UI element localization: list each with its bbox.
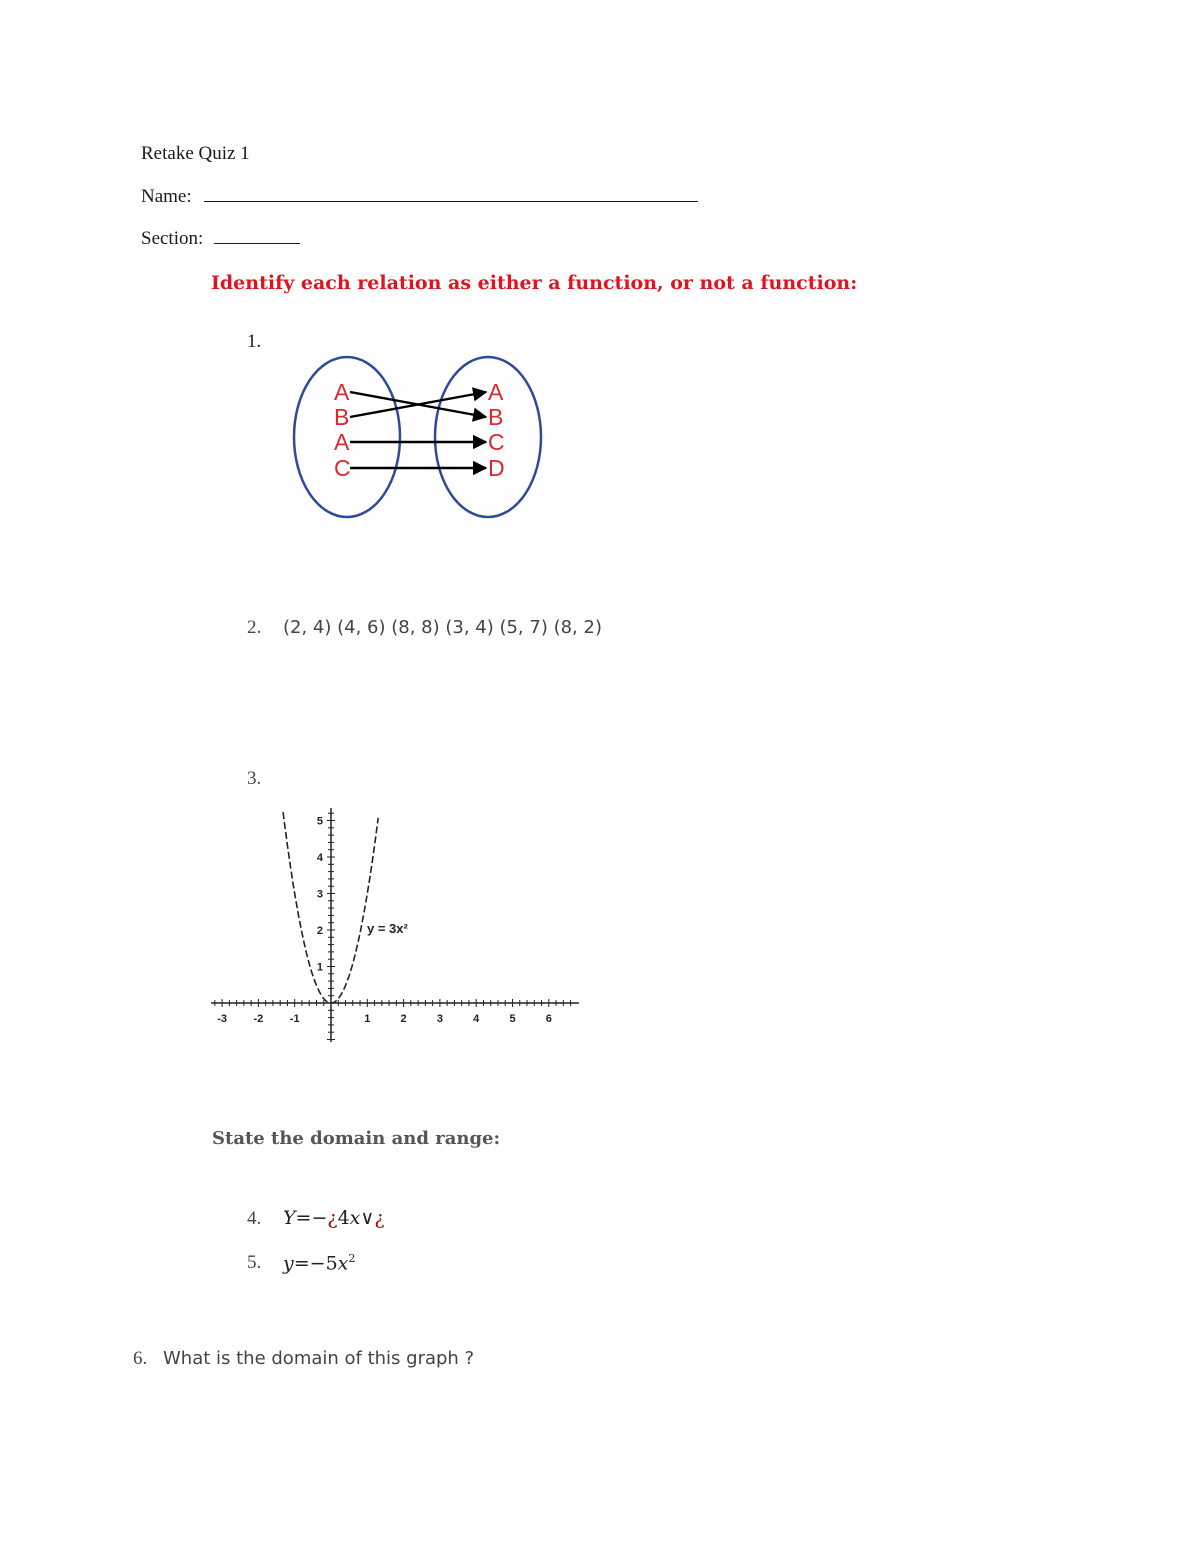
q5-var-y: y	[283, 1252, 294, 1275]
codomain-letter: B	[488, 404, 504, 430]
q5-exponent: 2	[348, 1252, 356, 1265]
instruction-domain-range: State the domain and range:	[212, 1128, 501, 1149]
x-tick-label: -2	[253, 1013, 264, 1025]
question-2-number: 2.	[247, 617, 262, 638]
q4-four: 4	[337, 1207, 350, 1229]
domain-letter: A	[334, 429, 350, 455]
q4-or: ∨	[360, 1207, 375, 1229]
q4-var-y: Y	[283, 1207, 296, 1229]
codomain-letter: D	[488, 455, 505, 481]
q4-equals-minus: =−	[295, 1207, 328, 1229]
question-4-equation	[283, 1207, 385, 1229]
q4-glyph-1: ¿	[327, 1207, 338, 1229]
domain-letter: C	[334, 455, 351, 481]
section-blank[interactable]	[214, 243, 300, 244]
x-tick-label: -3	[217, 1013, 227, 1025]
domain-letter: B	[334, 404, 350, 430]
section-label: Section:	[141, 228, 204, 249]
question-6-text: What is the domain of this graph ?	[163, 1348, 475, 1369]
mapping-diagram	[290, 352, 550, 524]
x-tick-label: 2	[400, 1013, 407, 1025]
y-tick-label: 5	[316, 815, 323, 828]
name-blank[interactable]	[204, 201, 698, 202]
q4-glyph-2: ¿	[374, 1207, 385, 1229]
y-tick-label: 1	[316, 961, 323, 974]
quiz-title: Retake Quiz 1	[141, 143, 250, 164]
x-tick-label: 1	[364, 1013, 371, 1025]
parabola-graph	[205, 798, 585, 1048]
question-6-number: 6.	[133, 1348, 148, 1369]
q5-var-x: x	[337, 1252, 349, 1275]
q4-var-x: x	[349, 1207, 361, 1229]
question-2-ordered-pairs: (2, 4) (4, 6) (8, 8) (3, 4) (5, 7) (8, 2)	[283, 617, 602, 638]
name-row	[141, 186, 698, 208]
question-4-number: 4.	[247, 1208, 262, 1229]
domain-letter: A	[334, 379, 350, 405]
x-tick-label: -1	[289, 1013, 300, 1025]
name-label: Name:	[141, 186, 192, 207]
question-1-number: 1.	[247, 331, 262, 352]
x-tick-label: 4	[473, 1013, 480, 1025]
equation-label: y = 3x²	[367, 921, 408, 936]
x-tick-label: 5	[509, 1013, 516, 1025]
x-tick-label: 6	[545, 1013, 552, 1025]
section-row	[141, 228, 300, 250]
y-tick-label: 3	[316, 888, 323, 901]
codomain-letter: C	[488, 429, 505, 455]
question-3-number: 3.	[247, 768, 262, 789]
y-tick-label: 4	[316, 852, 323, 864]
y-tick-label: 2	[316, 925, 323, 937]
x-tick-label: 3	[436, 1013, 443, 1025]
q5-equals-minus-five: =−5	[293, 1252, 338, 1275]
question-5-equation	[283, 1252, 355, 1274]
question-5-number: 5.	[247, 1252, 262, 1273]
codomain-letter: A	[488, 379, 504, 405]
instruction-identify-relation: Identify each relation as either a function, or not a function:	[211, 272, 858, 294]
